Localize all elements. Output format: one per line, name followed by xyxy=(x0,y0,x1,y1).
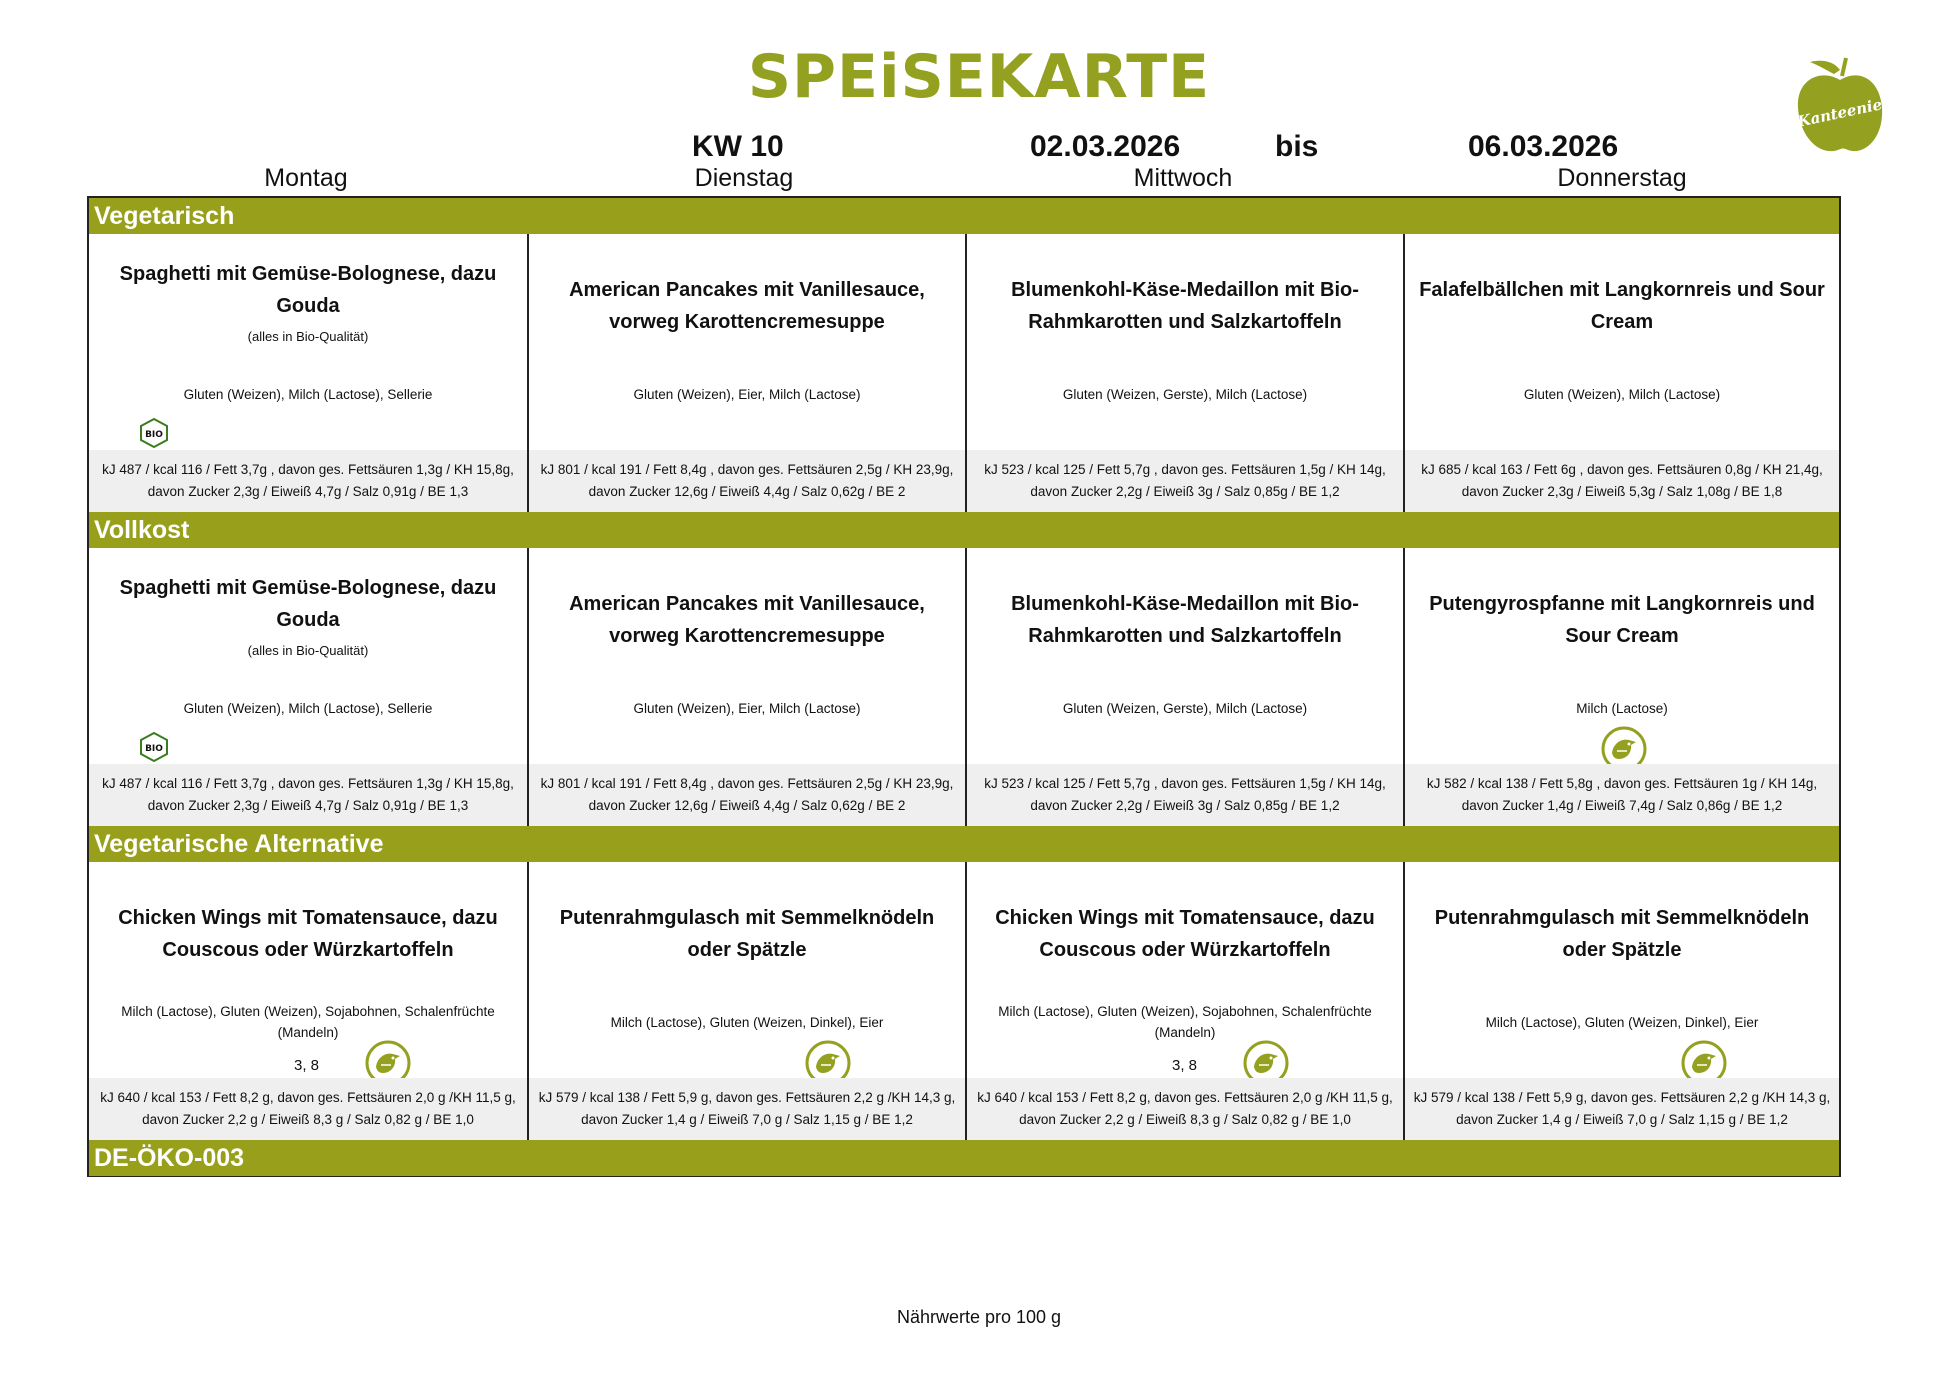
nutrition-info: kJ 801 / kcal 191 / Fett 8,4g , davon ges. Fettsäuren 2,5g / KH 23,9g, davon Zucker 12,6g / Eiweiß 4,4g / Salz 0,62g / BE 2 xyxy=(529,764,965,826)
bio-label: BIO xyxy=(145,744,163,754)
menu-cell xyxy=(965,862,1403,1140)
dish-name: Blumenkohl-Käse-Medaillon mit Bio-Rahmkarotten und Salzkartoffeln xyxy=(1011,593,1359,647)
dish-name: American Pancakes mit Vanillesauce, vorweg Karottencremesuppe xyxy=(569,279,925,333)
nutrition-info: kJ 640 / kcal 153 / Fett 8,2 g, davon ges. Fettsäuren 2,0 g /KH 11,5 g, davon Zucker 2,2 g / Eiweiß 8,3 g / Salz 0,82 g / BE 1,0 xyxy=(89,1078,527,1140)
section-header-vegetarisch: Vegetarisch xyxy=(89,198,1839,234)
dish-name: Falafelbällchen mit Langkornreis und Sour Cream xyxy=(1419,279,1825,333)
kanteenie-logo xyxy=(1790,52,1890,162)
nutrition-info: kJ 640 / kcal 153 / Fett 8,2 g, davon ges. Fettsäuren 2,0 g /KH 11,5 g, davon Zucker 2,2 g / Eiweiß 8,3 g / Salz 0,82 g / BE 1,0 xyxy=(967,1078,1403,1140)
allergen-list: Gluten (Weizen, Gerste), Milch (Lactose) xyxy=(1062,387,1308,402)
nutrition-info: kJ 582 / kcal 138 / Fett 5,8g , davon ges. Fettsäuren 1g / KH 14g, davon Zucker 1,4g / Eiweiß 7,4g / Salz 0,86g / BE 1,2 xyxy=(1405,764,1839,826)
menu-cell xyxy=(527,548,965,826)
menu-cell xyxy=(89,548,527,826)
nutrition-info: kJ 685 / kcal 163 / Fett 6g , davon ges. Fettsäuren 0,8g / KH 21,4g, davon Zucker 2,3g / Eiweiß 5,3g / Salz 1,08g / BE 1,8 xyxy=(1405,450,1839,512)
dish-name: Chicken Wings mit Tomatensauce, dazu Couscous oder Würzkartoffeln xyxy=(118,907,498,961)
menu-cell xyxy=(527,234,965,512)
date-from: 02.03.2026 xyxy=(1030,130,1181,163)
additive-codes: 3, 8 xyxy=(1172,1057,1198,1074)
day-tuesday: Dienstag xyxy=(694,164,794,192)
page-title: SPEiSEKARTE xyxy=(747,42,1211,112)
nutrition-info: kJ 487 / kcal 116 / Fett 3,7g , davon ges. Fettsäuren 1,3g / KH 15,8g, davon Zucker 2,3g / Eiweiß 4,7g / Salz 0,91g / BE 1,3 xyxy=(89,764,527,826)
dish-name: Spaghetti mit Gemüse-Bolognese, dazu Gouda xyxy=(119,263,497,317)
menu-cell xyxy=(89,862,527,1140)
bio-label: BIO xyxy=(145,430,163,440)
allergen-list: Milch (Lactose), Gluten (Weizen), Sojabohnen, Schalenfrüchte (Mandeln) xyxy=(998,1004,1372,1040)
allergen-list: Milch (Lactose), Gluten (Weizen), Sojabohnen, Schalenfrüchte (Mandeln) xyxy=(121,1004,495,1040)
dish-name: Spaghetti mit Gemüse-Bolognese, dazu Gouda xyxy=(119,577,497,631)
menu-cell xyxy=(1403,548,1839,826)
nutrition-info: kJ 523 / kcal 125 / Fett 5,7g , davon ges. Fettsäuren 1,5g / KH 14g, davon Zucker 2,2g / Eiweiß 3g / Salz 0,85g / BE 1,2 xyxy=(967,450,1403,512)
dish-name: Putenrahmgulasch mit Semmelknödeln oder Spätzle xyxy=(1434,907,1810,961)
allergen-list: Milch (Lactose) xyxy=(1576,701,1668,716)
week-label: KW 10 xyxy=(692,130,784,163)
dish-name: Putenrahmgulasch mit Semmelknödeln oder Spätzle xyxy=(559,907,935,961)
dish-name: Blumenkohl-Käse-Medaillon mit Bio-Rahmkarotten und Salzkartoffeln xyxy=(1011,279,1359,333)
bio-icon xyxy=(139,732,169,762)
menu-cell xyxy=(1403,862,1839,1140)
day-thursday: Donnerstag xyxy=(1557,164,1687,192)
certification-code: DE-ÖKO-003 xyxy=(89,1140,1839,1176)
allergen-list: Gluten (Weizen), Milch (Lactose) xyxy=(1523,387,1721,402)
section-header-vegetarische-alternative: Vegetarische Alternative xyxy=(89,826,1839,862)
nutrition-info: kJ 801 / kcal 191 / Fett 8,4g , davon ges. Fettsäuren 2,5g / KH 23,9g, davon Zucker 12,6g / Eiweiß 4,4g / Salz 0,62g / BE 2 xyxy=(529,450,965,512)
allergen-list: Gluten (Weizen), Milch (Lactose), Sellerie xyxy=(183,387,433,402)
menu-cell xyxy=(89,234,527,512)
dish-note: (alles in Bio-Qualität) xyxy=(247,329,369,344)
section-header-vollkost: Vollkost xyxy=(89,512,1839,548)
allergen-list: Milch (Lactose), Gluten (Weizen, Dinkel), Eier xyxy=(610,1015,884,1030)
nutrition-info: kJ 523 / kcal 125 / Fett 5,7g , davon ges. Fettsäuren 1,5g / KH 14g, davon Zucker 2,2g / Eiweiß 3g / Salz 0,85g / BE 1,2 xyxy=(967,764,1403,826)
dish-name: Chicken Wings mit Tomatensauce, dazu Couscous oder Würzkartoffeln xyxy=(995,907,1375,961)
allergen-list: Gluten (Weizen), Eier, Milch (Lactose) xyxy=(633,387,861,402)
allergen-list: Gluten (Weizen), Milch (Lactose), Sellerie xyxy=(183,701,433,716)
menu-cell xyxy=(1403,234,1839,512)
dish-note: (alles in Bio-Qualität) xyxy=(247,643,369,658)
additive-codes: 3, 8 xyxy=(294,1057,320,1074)
bio-icon xyxy=(139,418,169,448)
logo-text: Kanteenie xyxy=(1795,95,1884,131)
date-separator: bis xyxy=(1275,130,1319,163)
day-monday: Montag xyxy=(264,164,348,192)
dish-name: Putengyrospfanne mit Langkornreis und Sour Cream xyxy=(1429,593,1815,647)
allergen-list: Milch (Lactose), Gluten (Weizen, Dinkel), Eier xyxy=(1485,1015,1759,1030)
menu-cell xyxy=(527,862,965,1140)
menu-cell xyxy=(965,234,1403,512)
footer-note: Nährwerte pro 100 g xyxy=(896,1307,1062,1327)
dish-name: American Pancakes mit Vanillesauce, vorweg Karottencremesuppe xyxy=(569,593,925,647)
date-to: 06.03.2026 xyxy=(1468,130,1619,163)
day-wednesday: Mittwoch xyxy=(1133,164,1233,192)
nutrition-info: kJ 579 / kcal 138 / Fett 5,9 g, davon ges. Fettsäuren 2,2 g /KH 14,3 g, davon Zucker 1,4 g / Eiweiß 7,0 g / Salz 1,15 g / BE 1,2 xyxy=(1405,1078,1839,1140)
menu-table xyxy=(87,196,1841,1177)
allergen-list: Gluten (Weizen, Gerste), Milch (Lactose) xyxy=(1062,701,1308,716)
menu-cell xyxy=(965,548,1403,826)
allergen-list: Gluten (Weizen), Eier, Milch (Lactose) xyxy=(633,701,861,716)
nutrition-info: kJ 579 / kcal 138 / Fett 5,9 g, davon ges. Fettsäuren 2,2 g /KH 14,3 g, davon Zucker 1,4 g / Eiweiß 7,0 g / Salz 1,15 g / BE 1,2 xyxy=(529,1078,965,1140)
nutrition-info: kJ 487 / kcal 116 / Fett 3,7g , davon ges. Fettsäuren 1,3g / KH 15,8g, davon Zucker 2,3g / Eiweiß 4,7g / Salz 0,91g / BE 1,3 xyxy=(89,450,527,512)
